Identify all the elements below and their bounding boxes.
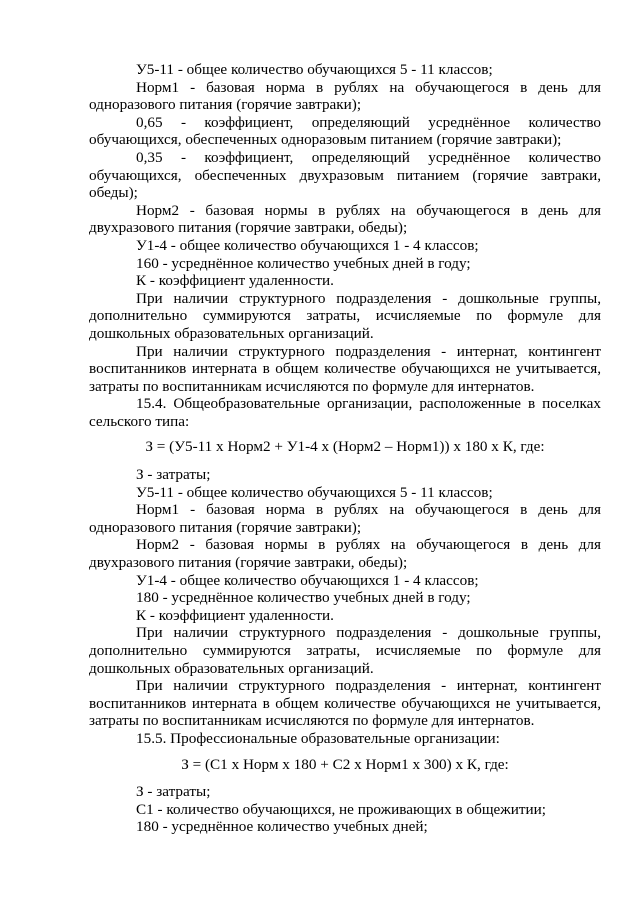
definition-k: К - коэффициент удаленности.	[136, 272, 334, 290]
definition-180-days: 180 - усреднённое количество учебных дней;	[136, 818, 428, 836]
definition-z: З - затраты;	[136, 783, 211, 801]
section-15-5-heading: 15.5. Профессиональные образовательные организации:	[136, 729, 500, 747]
definition-z: З - затраты;	[136, 466, 211, 484]
document-body	[89, 61, 601, 836]
note-preschool-groups: При наличии структурного подразделения - дошкольные группы, дополнительно суммируются затраты, исчисляемые по формуле для дошкольных образовательных организаций.	[89, 624, 601, 677]
formula-15-4: З = (У5-11 х Норм2 + У1-4 х (Норм2 – Норм1)) х 180 х К, где:	[145, 438, 545, 456]
definition-norm1: Норм1 - базовая норма в рублях на обучающегося в день для одноразового питания (горячие завтраки);	[89, 78, 601, 114]
definition-coef-065: 0,65 - коэффициент, определяющий усреднённое количество обучающихся, обеспеченных одноразовым питанием (горячие завтраки);	[89, 113, 601, 149]
definition-k: К - коэффициент удаленности.	[136, 606, 334, 624]
definition-norm1: Норм1 - базовая норма в рублях на обучающегося в день для одноразового питания (горячие завтраки);	[89, 501, 601, 536]
section-15-4-heading: 15.4. Общеобразовательные организации, расположенные в поселках сельского типа:	[89, 395, 601, 430]
note-boarding-school: При наличии структурного подразделения - интернат, контингент воспитанников интерната в общем количестве обучающихся не учитывается, затраты по воспитанникам исчисляются по формуле для интернатов.	[89, 677, 601, 730]
definition-norm2: Норм2 - базовая нормы в рублях на обучающегося в день для двухразового питания (горячие завтраки, обеды);	[89, 536, 601, 572]
definition-u1-4: У1-4 - общее количество обучающихся 1 - 4 классов;	[136, 571, 479, 589]
definition-norm2: Норм2 - базовая нормы в рублях на обучающегося в день для двухразового питания (горячие завтраки, обеды);	[89, 201, 601, 237]
definition-u5-11: У5-11 - общее количество обучающихся 5 - 11 классов;	[136, 483, 493, 501]
definition-160-days: 160 - усреднённое количество учебных дней в году;	[136, 254, 471, 272]
definition-180-days: 180 - усреднённое количество учебных дней в году;	[136, 589, 471, 607]
definition-c1: С1 - количество обучающихся, не проживающих в общежитии;	[136, 800, 546, 818]
formula-15-5: З = (С1 х Норм х 180 + С2 х Норм1 х 300) х К, где:	[181, 755, 509, 773]
definition-coef-035: 0,35 - коэффициент, определяющий усреднённое количество обучающихся, обеспеченных двухразовым питанием (горячие завтраки, обеды);	[89, 148, 601, 202]
definition-u5-11: У5-11 - общее количество обучающихся 5 - 11 классов;	[136, 61, 493, 78]
definition-u1-4: У1-4 - общее количество обучающихся 1 - 4 классов;	[136, 236, 479, 254]
note-preschool-groups: При наличии структурного подразделения - дошкольные группы, дополнительно суммируются затраты, исчисляемые по формуле для дошкольных образовательных организаций.	[89, 289, 601, 342]
note-boarding-school: При наличии структурного подразделения - интернат, контингент воспитанников интерната в общем количестве обучающихся не учитывается, затраты по воспитанникам исчисляются по формуле для интернатов.	[89, 342, 601, 395]
